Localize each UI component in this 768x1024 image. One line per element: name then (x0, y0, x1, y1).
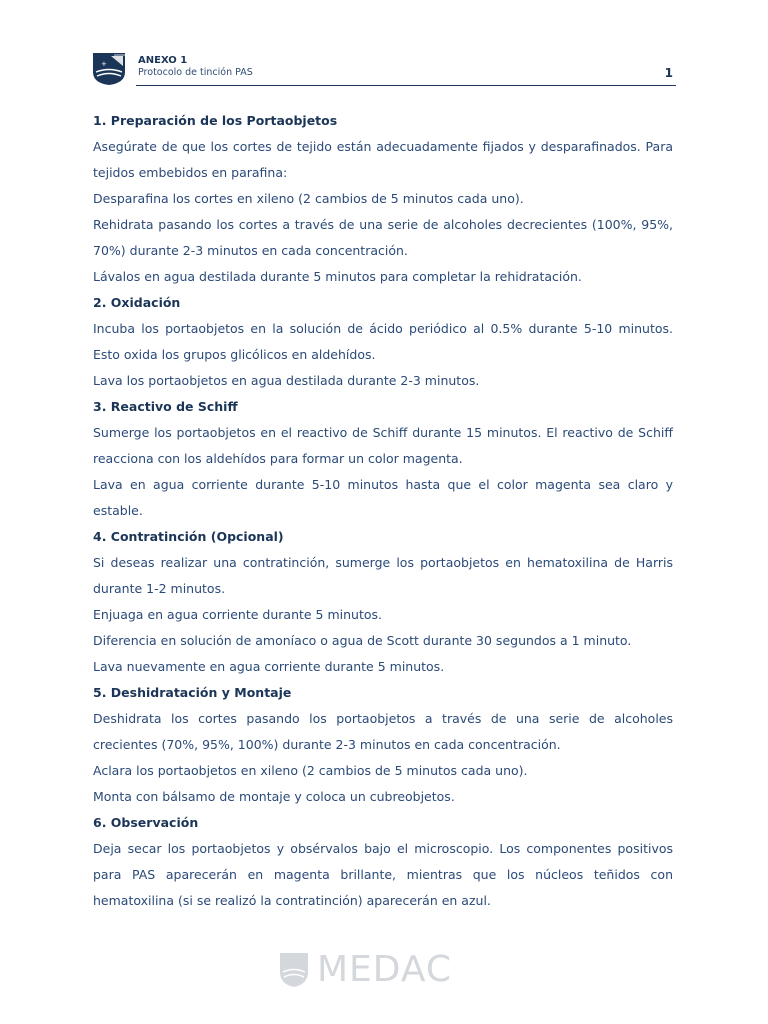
section-reactivo-schiff (93, 394, 673, 524)
header-text (138, 55, 253, 79)
paragraph: Deshidrata los cortes pasando los portaobjetos a través de una serie de alcoholes crecientes (70%, 95%, 100%) durante 2-3 minutos en cada concentración. (93, 711, 673, 752)
paragraph: Sumerge los portaobjetos en el reactivo de Schiff durante 15 minutos. El reactivo de Schiff reacciona con los aldehídos para formar un color magenta. (93, 425, 673, 466)
section-observacion (93, 810, 673, 914)
paragraph: Deja secar los portaobjetos y obsérvalos bajo el microscopio. Los componentes positivos para PAS aparecerán en magenta brillante, mientras que los núcleos teñidos con hematoxilina (si se realizó la contratinción) aparecerán en azul. (93, 841, 673, 908)
section-heading: 1. Preparación de los Portaobjetos (93, 113, 338, 128)
section-heading: 6. Observación (93, 815, 199, 830)
header-divider (136, 85, 676, 86)
document-subtitle: Protocolo de tinción PAS (138, 67, 253, 78)
section-heading: 2. Oxidación (93, 295, 181, 310)
section-heading: 5. Deshidratación y Montaje (93, 685, 292, 700)
paragraph: Lava los portaobjetos en agua destilada durante 2-3 minutos. (93, 373, 480, 388)
section-deshidratacion (93, 680, 673, 810)
paragraph: Lava nuevamente en agua corriente durante 5 minutos. (93, 659, 445, 674)
paragraph: Aclara los portaobjetos en xileno (2 cambios de 5 minutos cada uno). (93, 763, 528, 778)
footer-brand-text: MEDAC (317, 949, 453, 990)
section-heading: 3. Reactivo de Schiff (93, 399, 238, 414)
svg-text:+: + (101, 60, 107, 68)
footer-brand (279, 950, 479, 990)
paragraph: Lávalos en agua destilada durante 5 minutos para completar la rehidratación. (93, 269, 582, 284)
paragraph: Diferencia en solución de amoníaco o agua de Scott durante 30 segundos a 1 minuto. (93, 633, 632, 648)
section-oxidacion (93, 290, 673, 394)
paragraph: Monta con bálsamo de montaje y coloca un cubreobjetos. (93, 789, 455, 804)
paragraph: Desparafina los cortes en xileno (2 cambios de 5 minutos cada uno). (93, 191, 524, 206)
section-contratincion (93, 524, 673, 680)
document-body (93, 108, 673, 914)
paragraph: Incuba los portaobjetos en la solución de ácido periódico al 0.5% durante 5-10 minutos. Esto oxida los grupos glicólicos en aldehídos. (93, 321, 673, 362)
section-heading: 4. Contratinción (Opcional) (93, 529, 284, 544)
annex-title: ANEXO 1 (138, 55, 188, 66)
page-header (92, 52, 676, 86)
paragraph: Enjuaga en agua corriente durante 5 minutos. (93, 607, 383, 622)
medac-shield-watermark-icon (279, 952, 309, 988)
paragraph: Rehidrata pasando los cortes a través de una serie de alcoholes decrecientes (100%, 95%, 70%) durante 2-3 minutos en cada concentración. (93, 217, 673, 258)
page-number: 1 (664, 66, 673, 80)
paragraph: Asegúrate de que los cortes de tejido están adecuadamente fijados y desparafinados. Para tejidos embebidos en parafina: (93, 139, 673, 180)
paragraph: Lava en agua corriente durante 5-10 minutos hasta que el color magenta sea claro y estable. (93, 477, 673, 518)
section-preparacion (93, 108, 673, 290)
shield-logo-icon (92, 52, 126, 86)
paragraph: Si deseas realizar una contratinción, sumerge los portaobjetos en hematoxilina de Harris durante 1-2 minutos. (93, 555, 673, 596)
